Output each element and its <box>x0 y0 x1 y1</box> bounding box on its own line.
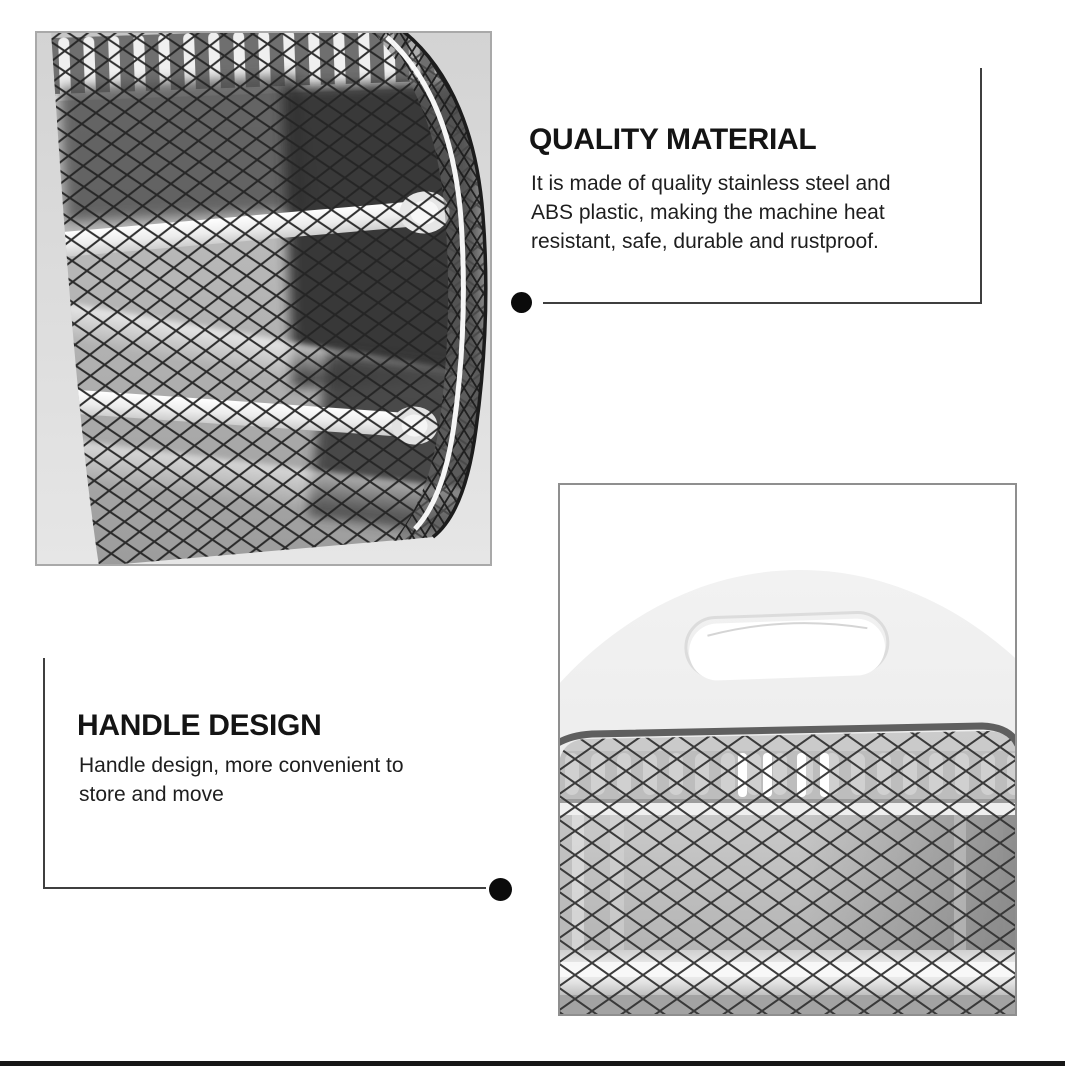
connector-line-vertical <box>980 68 982 304</box>
connector-line-vertical <box>43 658 45 889</box>
handle-design-photo <box>558 483 1017 1016</box>
body-line: resistant, safe, durable and rustproof. <box>531 230 879 253</box>
body-line: store and move <box>79 783 224 806</box>
bullet-dot <box>489 878 512 901</box>
quality-material-body <box>531 169 891 256</box>
wire-mesh-overlay <box>558 723 1017 1016</box>
quality-material-photo <box>35 31 492 566</box>
body-line: Handle design, more convenient to <box>79 754 404 777</box>
connector-line-horizontal <box>543 302 982 304</box>
body-line: ABS plastic, making the machine heat <box>531 201 885 224</box>
bullet-dot <box>511 292 532 313</box>
quality-material-heading: QUALITY MATERIAL <box>529 123 817 156</box>
handle-design-body <box>79 751 404 809</box>
bottom-divider-bar <box>0 1061 1065 1066</box>
connector-line-horizontal <box>43 887 486 889</box>
handle-design-heading: HANDLE DESIGN <box>77 709 322 742</box>
body-line: It is made of quality stainless steel and <box>531 172 891 195</box>
front-grille <box>558 723 1017 1016</box>
